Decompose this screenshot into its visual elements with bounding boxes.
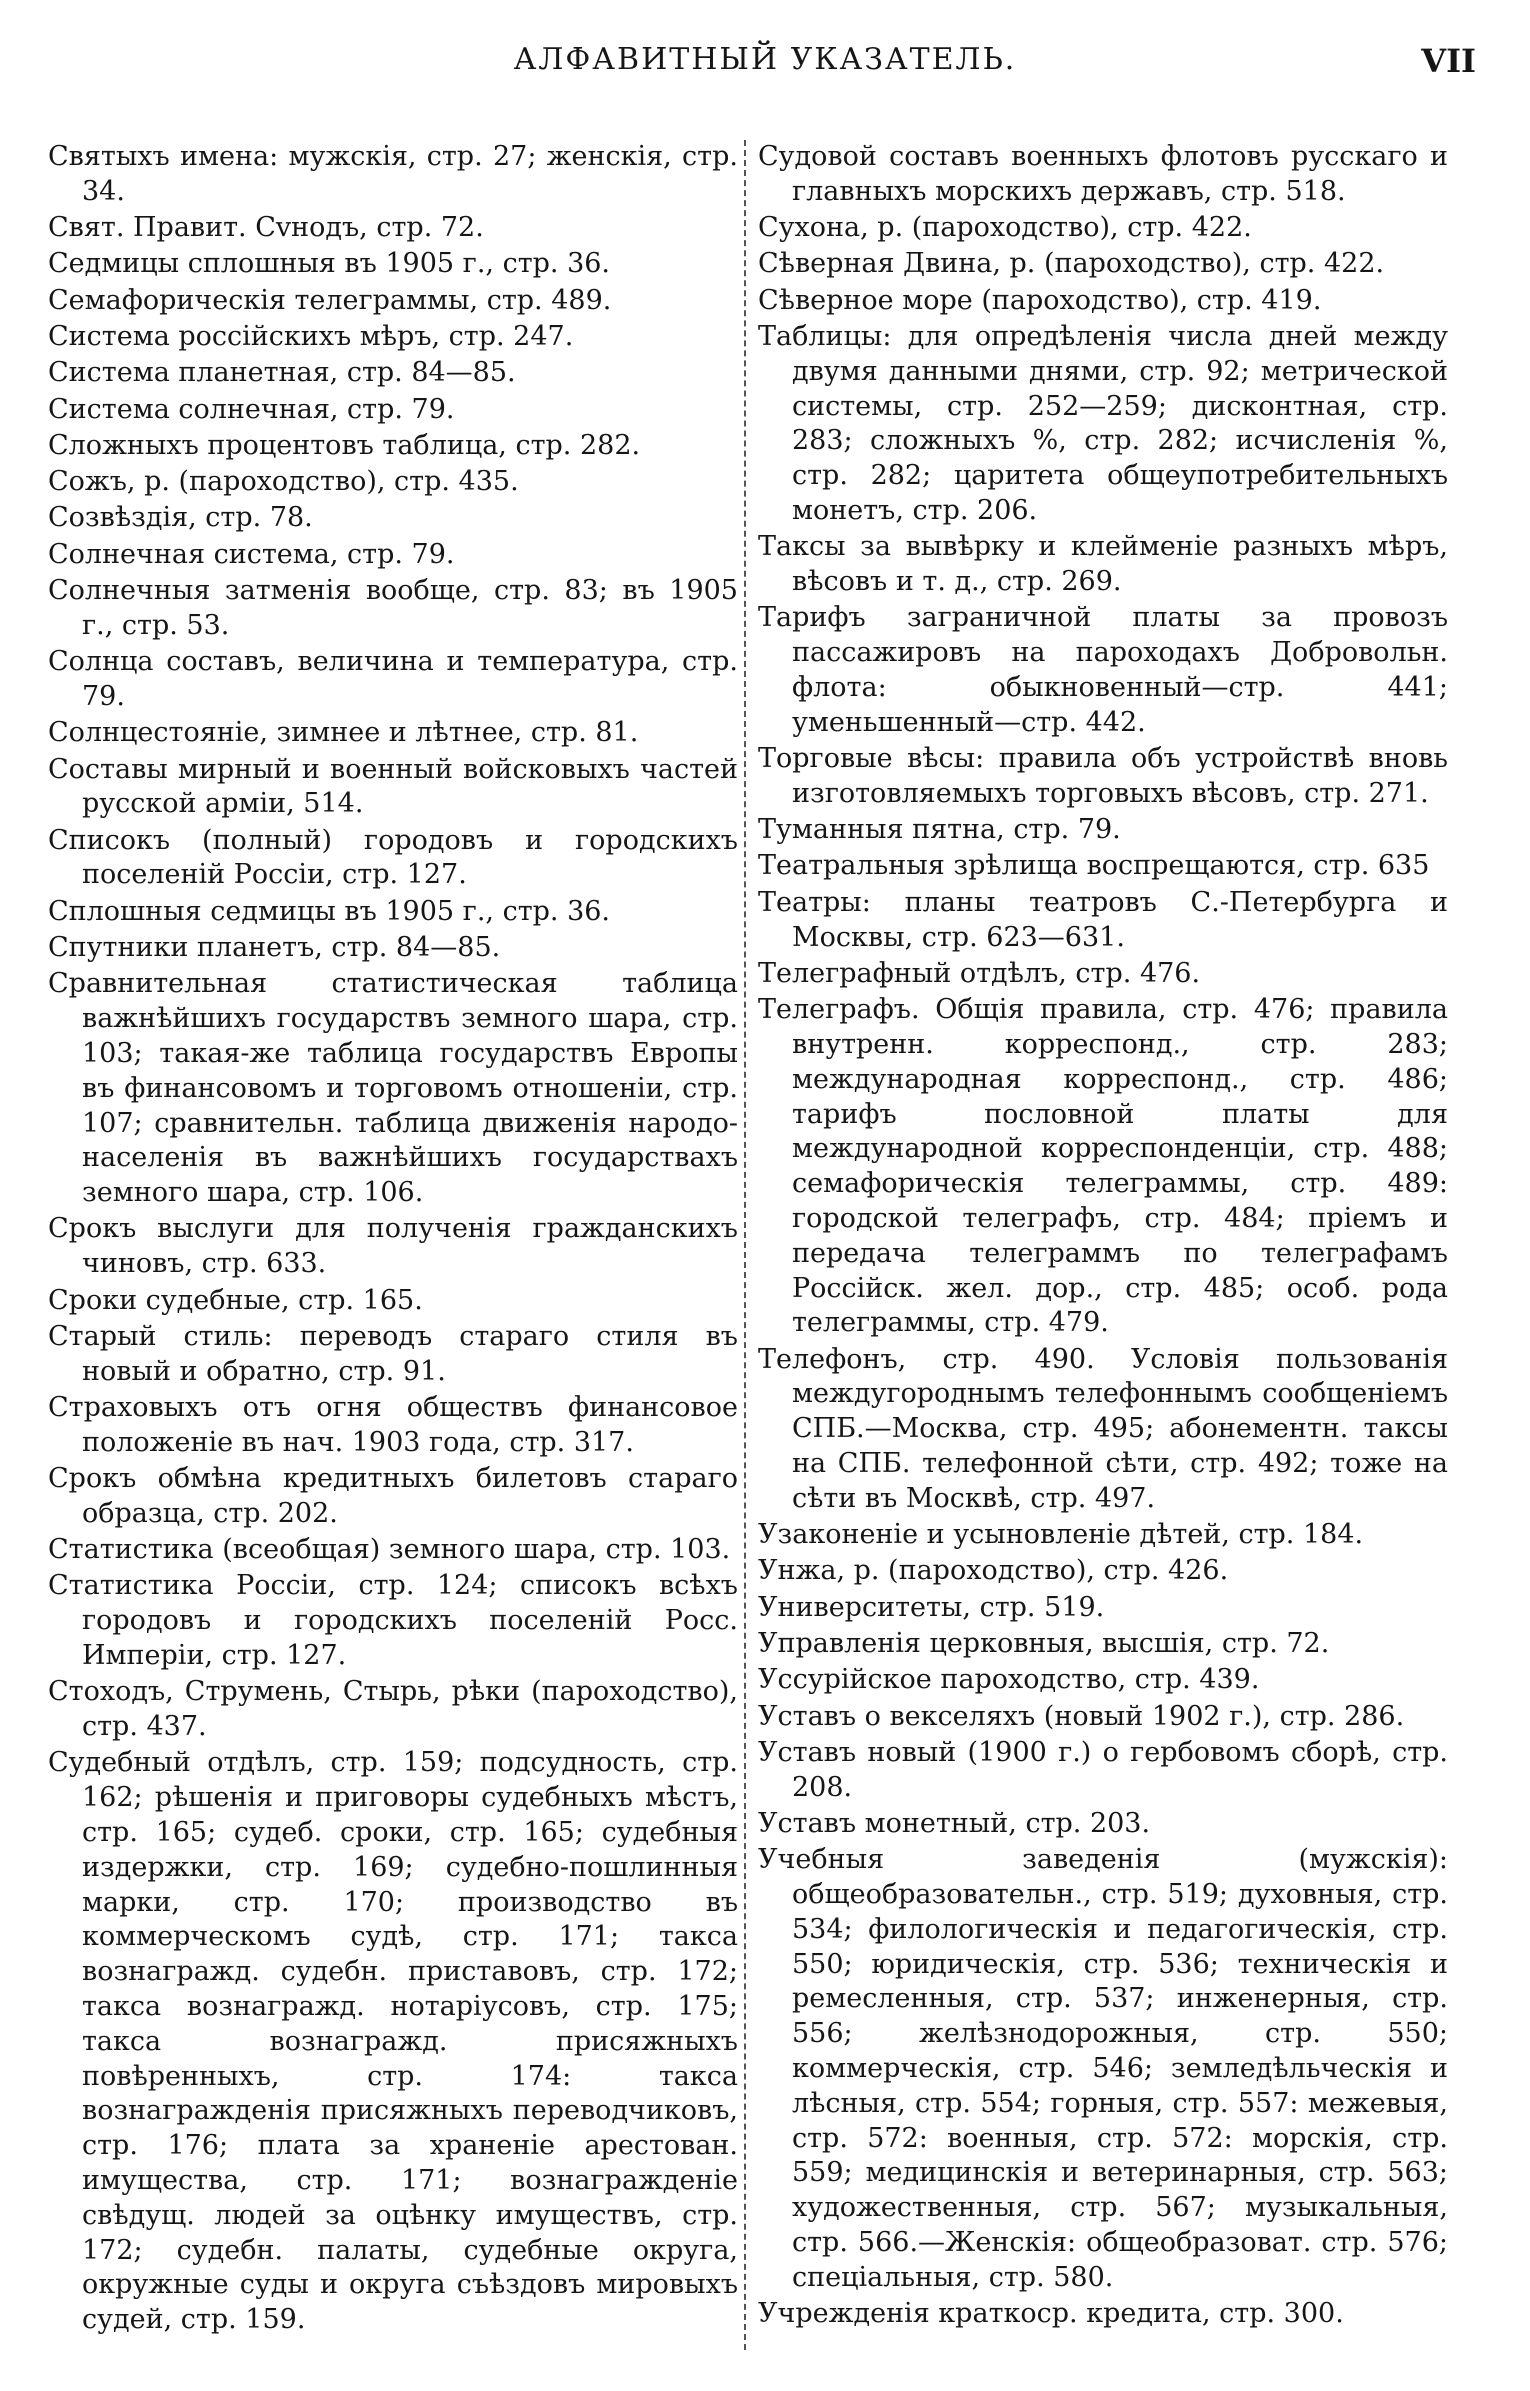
index-entry: Телефонъ, стр. 490. Условія пользованія междугороднымъ телефоннымъ сообщеніемъ СПБ.—Москва, стр. 495; абонементн. таксы на СПБ. телефонной сѣти, стр. 492; тоже на сѣти въ Москвѣ, стр. 497. (758, 1343, 1448, 1514)
index-entry: Старый стиль: переводъ стараго стиля въ новый и обратно, стр. 91. (48, 1320, 738, 1387)
index-entry: Сѣверная Двина, р. (пароходство), стр. 422. (758, 248, 1385, 280)
index-entry: Учрежденія краткоср. кредита, стр. 300. (758, 2298, 1344, 2330)
index-entry: Срокъ обмѣна кредитныхъ билетовъ стараго образца, стр. 202. (48, 1462, 738, 1529)
index-entry: Свят. Правит. Сvнодъ, стр. 72. (48, 212, 484, 244)
index-entry: Управленія церковныя, высшія, стр. 72. (758, 1627, 1330, 1659)
index-entry: Унжа, р. (пароходство), стр. 426. (758, 1555, 1229, 1587)
index-entry: Судовой составъ военныхъ флотовъ русскаго и главныхъ морскихъ державъ, стр. 518. (758, 141, 1448, 207)
index-entry: Телеграфъ. Общія правила, стр. 476; правила внутренн. корреспонд., стр. 283; международная корреспонд., стр. 486; тарифъ пословной платы для международной корреспонденціи, стр. 488; семафорическія телеграммы, стр. 489: городской телеграфъ, стр. 484; пріемъ и передача телеграммъ по телеграфамъ Россійск. жел. дор., стр. 485; особ. рода телеграммы, стр. 479. (758, 994, 1448, 1339)
index-entry: Солнца составъ, величина и температура, стр. 79. (48, 646, 738, 712)
index-entry: Система планетная, стр. 84—85. (48, 357, 516, 389)
index-entry: Сравнительная статистическая таблица важнѣйшихъ государствъ земного шара, стр. 103; такая-же таблица государствъ Европы въ финансовомъ и торговомъ отношеніи, стр. 107; сравнительн. таблица движенія народо-населенія въ важнѣйшихъ государствахъ земного шара, стр. 106. (48, 968, 738, 1209)
index-entry: Таксы за вывѣрку и клейменіе разныхъ мѣръ, вѣсовъ и т. д., стр. 269. (758, 531, 1448, 598)
page-number: VII (1421, 42, 1476, 80)
index-entry: Солнцестояніе, зимнее и лѣтнее, стр. 81. (48, 717, 639, 749)
index-entry: Уставъ монетный, стр. 203. (758, 1807, 1151, 1839)
index-entry: Сплошныя седмицы въ 1905 г., стр. 36. (48, 895, 611, 927)
index-entry: Университеты, стр. 519. (758, 1591, 1105, 1623)
index-entry: Срокъ выслуги для полученія гражданскихъ чиновъ, стр. 633. (48, 1213, 738, 1280)
index-entry: Сроки судебные, стр. 165. (48, 1284, 423, 1316)
index-entry: Уставъ о векселяхъ (новый 1902 г.), стр. 286. (758, 1700, 1405, 1732)
index-entry: Сѣверное море (пароходство), стр. 419. (758, 284, 1322, 316)
index-entry: Торговые вѣсы: правила объ устройствѣ вновь изготовляемыхъ торговыхъ вѣсовъ, стр. 271. (758, 743, 1448, 809)
index-entry: Сложныхъ процентовъ таблица, стр. 282. (48, 429, 641, 461)
page-title: АЛФАВИТНЫЙ УКАЗАТЕЛЬ. (513, 42, 1017, 77)
index-entry: Спутники планетъ, стр. 84—85. (48, 932, 501, 964)
index-entry: Уссурійское пароходство, стр. 439. (758, 1664, 1260, 1696)
column-divider (744, 140, 746, 2350)
index-entry: Узаконеніе и усыновленіе дѣтей, стр. 184. (758, 1519, 1364, 1551)
page-header (40, 42, 1490, 92)
index-entry: Таблицы: для опредѣленія числа дней между двумя данными днями, стр. 92; метрической системы, стр. 252—259; дисконтная, стр. 283; сложныхъ %, стр. 282; исчисленія %, стр. 282; царитета общеупотребительныхъ монетъ, стр. 206. (758, 320, 1448, 526)
index-entry: Уставъ новый (1900 г.) о гербовомъ сборѣ, стр. 208. (758, 1736, 1448, 1803)
index-entry: Театральныя зрѣлища воспрещаются, стр. 635 (758, 850, 1430, 882)
index-entry: Сухона, р. (пароходство), стр. 422. (758, 212, 1252, 244)
left-column (48, 140, 738, 2339)
index-entry: Седмицы сплошныя въ 1905 г., стр. 36. (48, 248, 611, 280)
index-entry: Стоходъ, Струмень, Стырь, рѣки (пароходство), стр. 437. (48, 1676, 738, 1743)
index-entry: Святыхъ имена: мужскія, стр. 27; женскія, стр. 34. (48, 141, 738, 207)
index-entry: Статистика (всеобщая) земного шара, стр. 103. (48, 1534, 731, 1566)
index-entry: Туманныя пятна, стр. 79. (758, 814, 1121, 846)
index-entry: Составы мирный и военный войсковыхъ частей русской арміи, 514. (48, 753, 738, 820)
index-entry: Система россійскихъ мѣръ, стр. 247. (48, 320, 574, 352)
index-entry: Театры: планы театровъ С.-Петербурга и Москвы, стр. 623—631. (758, 886, 1448, 953)
index-entry: Телеграфный отдѣлъ, стр. 476. (758, 957, 1201, 989)
index-entry: Учебныя заведенія (мужскія): общеобразовательн., стр. 519; духовныя, стр. 534; филологическія и педагогическія, стр. 550; юридическія, стр. 536; техническія и ремесленныя, стр. 537; инженерныя, стр. 556; желѣзнодорожныя, стр. 550; коммерческія, стр. 546; земледѣльческія и лѣсныя, стр. 554; горныя, стр. 557: межевыя, стр. 572: военныя, стр. 572: морскія, стр. 559; медицинскія и ветеринарныя, стр. 563; художественныя, стр. 567; музыкальныя, стр. 566.—Женскія: общеобразоват. стр. 576; спеціальныя, стр. 580. (758, 1844, 1448, 2293)
index-entry: Солнечныя затменія вообще, стр. 83; въ 1905 г., стр. 53. (48, 575, 738, 641)
index-entry: Судебный отдѣлъ, стр. 159; подсудность, стр. 162; рѣшенія и приговоры судебныхъ мѣстъ, стр. 165; судеб. сроки, стр. 165; судебныя издержки, стр. 169; судебно-пошлинныя марки, стр. 170; производство въ коммерческомъ судѣ, стр. 171; такса вознагражд. судебн. приставовъ, стр. 172; такса вознагражд. нотаріусовъ, стр. 175; такса вознагражд. присяжныхъ повѣренныхъ, стр. 174: такса вознагражденія присяжныхъ переводчиковъ, стр. 176; плата за храненіе арестован. имущества, стр. 171; вознагражденіе свѣдущ. людей за оцѣнку имуществъ, стр. 172; судебн. палаты, судебные округа, окружные суды и округа съѣздовъ мировыхъ судей, стр. 159. (48, 1747, 738, 2336)
right-column (758, 140, 1448, 2333)
index-entry: Сожъ, р. (пароходство), стр. 435. (48, 466, 519, 498)
index-entry: Страховыхъ отъ огня обществъ финансовое положеніе въ нач. 1903 года, стр. 317. (48, 1391, 738, 1458)
index-entry: Семафорическія телеграммы, стр. 489. (48, 284, 612, 316)
index-entry: Солнечная система, стр. 79. (48, 538, 455, 570)
index-entry: Тарифъ заграничной платы за провозъ пассажировъ на пароходахъ Добровольн. флота: обыкновенный—стр. 441; уменьшенный—стр. 442. (758, 602, 1448, 738)
index-entry: Созвѣздія, стр. 78. (48, 502, 313, 534)
index-entry: Списокъ (полный) городовъ и городскихъ поселеній Россіи, стр. 127. (48, 824, 738, 891)
index-entry: Статистика Россіи, стр. 124; списокъ всѣхъ городовъ и городскихъ поселеній Росс. Имперіи, стр. 127. (48, 1570, 738, 1671)
index-entry: Система солнечная, стр. 79. (48, 393, 455, 425)
